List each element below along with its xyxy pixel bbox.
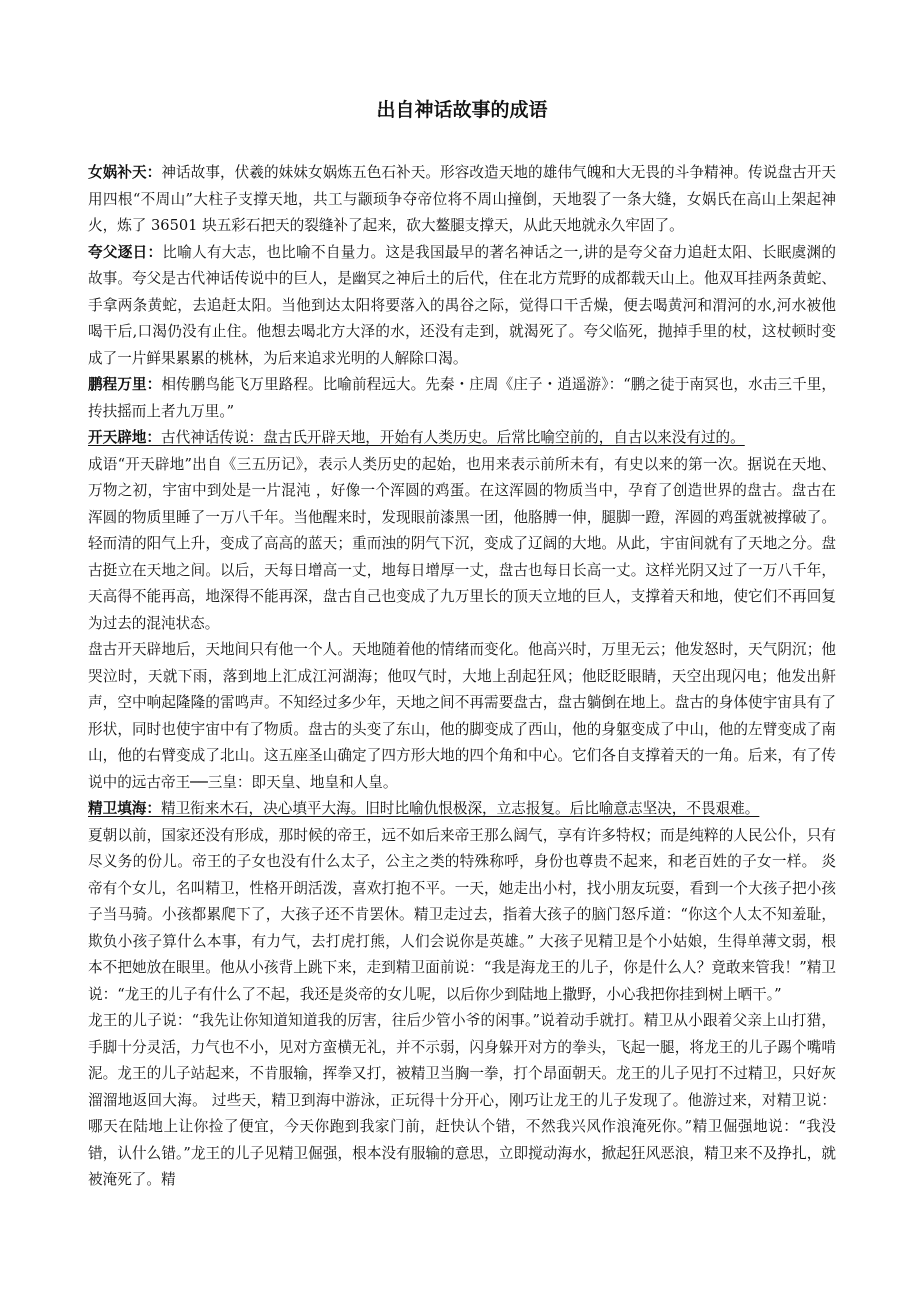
entry-jingwei-body: 夏朝以前，国家还没有形成，那时候的帝王，远不如后来帝王那么阔气，享有许多特权；而是纯粹的人民公仆，只有尽义务的份儿。帝王的子女也没有什么太子，公主之类的特殊称呼，身份也尊贵不起来，和老百姓的子女一样。 炎帝有个女儿，名叫精卫，性格开朗活泼，喜欢打抱不平。一天，她走出小村，找小朋友玩耍，看到一个大孩子把小孩子当马骑。小孩都累爬下了，大孩子还不肯罢休。精卫走过去，指着大孩子的脑门怒斥道：“你这个人太不知羞耻，欺负小孩子算什么本事，有力气，去打虎打熊，人们会说你是英雄。” 大孩子见精卫是个小姑娘，生得单薄文弱，根本不把她放在眼里。他从小孩背上跳下来，走到精卫面前说：“我是海龙王的儿子，你是什么人？竟敢来管我！”精卫说：“龙王的儿子有什么了不起，我还是炎帝的女儿呢，以后你少到陆地上撒野，小心我把你挂到树上晒干。”	[88, 826, 836, 1003]
entry-term: 夸父逐日：	[88, 243, 163, 261]
entry-kuafu	[88, 240, 836, 373]
entry-kaitian-lead	[88, 425, 836, 452]
document-page	[88, 96, 836, 1194]
page-title: 出自神话故事的成语	[376, 99, 548, 121]
entry-kaitian-body: 成语“开天辟地”出自《三五历记》，表示人类历史的起始，也用来表示前所未有，有史以来的第一次。据说在天地、万物之初，宇宙中到处是一片混沌 ，好像一个浑圆的鸡蛋。在这浑圆的物质当中，孕育了创造世界的盘古。盘古在浑圆的物质里睡了一万八千年。当他醒来时，发现眼前漆黑一团，他胳膊一伸，腿脚一蹬，浑圆的鸡蛋就被撑破了。轻而清的阳气上升，变成了高高的蓝天；重而浊的阴气下沉，变成了辽阔的大地。从此，宇宙间就有了天地之分。盘古挺立在天地之间。以后，天每日增高一丈，地每日增厚一丈，盘古也每日长高一丈。这样光阴又过了一万八千年，天高得不能再高，地深得不能再深，盘古自己也变成了九万里长的顶天立地的巨人，支撑着天和地，使它们不再回复为过去的混沌状态。	[88, 455, 836, 632]
entry-term: 开天辟地：	[88, 429, 161, 446]
entry-lead: 古代神话传说：盘古氏开辟天地，开始有人类历史。后常比喻空前的，自古以来没有过的。	[160, 429, 745, 446]
entry-body: 比喻人有大志，也比喻不自量力。这是我国最早的著名神话之一,讲的是夸父奋力追赶太阳、长眠虞渊的故事。夸父是古代神话传说中的巨人，是幽冥之神后土的后代，住在北方荒野的成都载天山上。他双耳挂两条黄蛇、手拿两条黄蛇，去追赶太阳。当他到达太阳将要落入的禺谷之际，觉得口干舌燥，便去喝黄河和渭河的水,河水被他喝干后,口渴仍没有止住。他想去喝北方大泽的水，还没有走到，就渴死了。夸父临死，抛掉手里的杖，这杖顿时变成了一片鲜果累累的桃林，为后来追求光明的人解除口渴。	[88, 243, 836, 367]
entry-nuwa	[88, 160, 836, 240]
entry-underlined-lead	[88, 800, 759, 817]
entry-body: 神话故事，伏羲的妹妹女娲炼五色石补天。形容改造天地的雄伟气魄和大无畏的斗争精神。传说盘古开天用四根“不周山”大柱子支撑天地，共工与颛顼争夺帝位将不周山撞倒，天地裂了一条大缝，女娲氏在高山上架起神火，炼了 36501 块五彩石把天的裂缝补了起来，砍大鳌腿支撑天，从此天地就永久牢固了。	[88, 164, 836, 234]
entry-pengcheng	[88, 372, 836, 425]
entry-jingwei-lead	[88, 796, 836, 823]
entry-term: 精卫填海：	[88, 800, 161, 817]
entry-term: 鹏程万里：	[88, 376, 162, 393]
entry-lead: 精卫衔来木石，决心填平大海。旧时比喻仇恨极深，立志报复。后比喻意志坚决，不畏艰难。	[160, 800, 760, 817]
entry-underlined-lead	[88, 429, 745, 446]
entry-jingwei-body2: 龙王的儿子说：“我先让你知道知道我的厉害，往后少管小爷的闲事。”说着动手就打。精卫从小跟着父亲上山打猎，手脚十分灵活，力气也不小，见对方蛮横无礼，并不示弱，闪身躲开对方的拳头，飞起一腿，将龙王的儿子踢个嘴啃泥。龙王的儿子站起来，不肯服输，挥拳又打，被精卫当胸一拳，打个昂面朝天。龙王的儿子见打不过精卫，只好灰溜溜地返回大海。 过些天，精卫到海中游泳，正玩得十分开心，刚巧让龙王的儿子发现了。他游过来，对精卫说：哪天在陆地上让你捡了便宜，今天你跑到我家门前，赶快认个错，不然我兴风作浪淹死你。”精卫倔强地说：“我没错，认什么错。”龙王的儿子见精卫倔强，根本没有服输的意思，立即搅动海水，掀起狂风恶浪，精卫来不及挣扎，就被淹死了。精	[88, 1012, 836, 1188]
entry-kaitian-body2: 盘古开天辟地后，天地间只有他一个人。天地随着他的情绪而变化。他高兴时，万里无云；他发怒时，天气阴沉；他哭泣时，天就下雨，落到地上汇成江河湖海；他叹气时，大地上刮起狂风；他眨眨眼睛，天空出现闪电；他发出鼾声，空中响起隆隆的雷鸣声。不知经过多少年，天地之间不再需要盘古，盘古躺倒在地上。盘古的身体使宇宙具有了形状，同时也使宇宙中有了物质。盘古的头变了东山，他的脚变成了西山，他的身躯变成了中山，他的左臂变成了南山，他的右臂变成了北山。这五座圣山确定了四方形大地的四个角和中心。它们各自支撑着天的一角。后来，有了传说中的远古帝王──三皇：即天皇、地皇和人皇。	[88, 641, 836, 791]
entry-term: 女娲补天：	[88, 164, 162, 181]
entry-body: 相传鹏鸟能飞万里路程。比喻前程远大。先秦・庄周《庄子・逍遥游》：“鹏之徒于南冥也，水击三千里，抟扶摇而上者九万里。”	[88, 376, 836, 420]
